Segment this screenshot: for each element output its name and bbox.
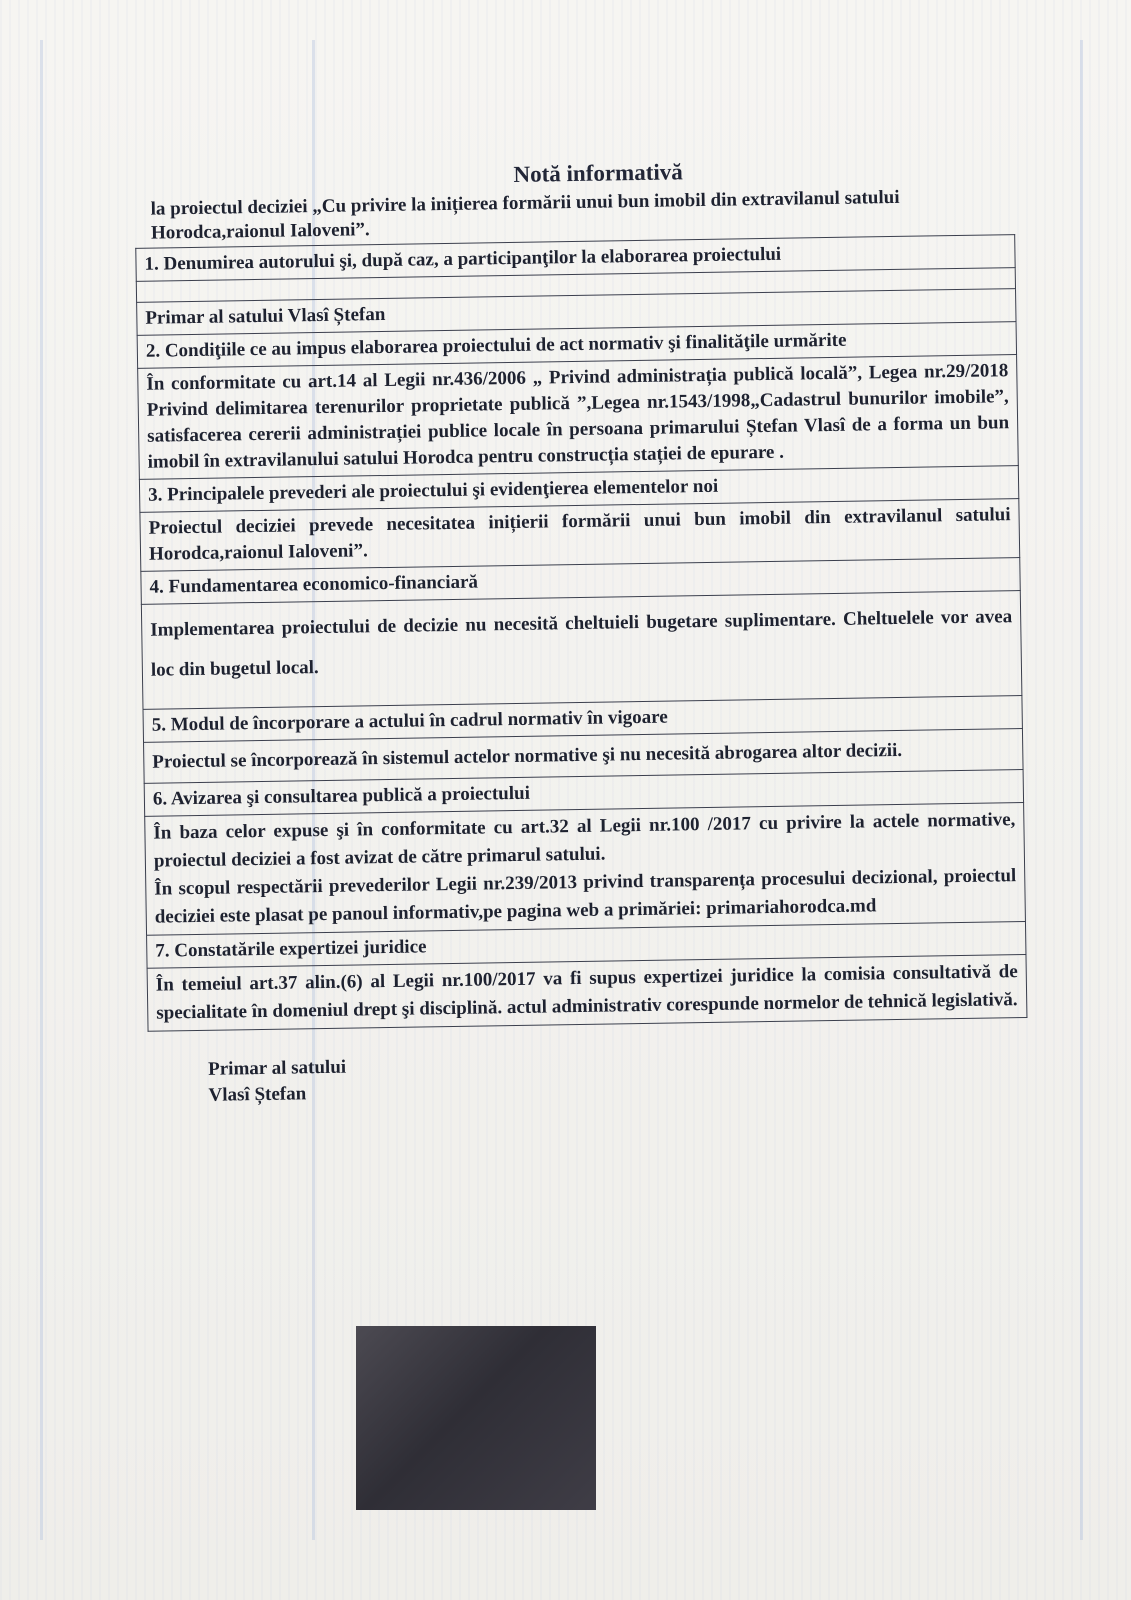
document-body [128, 154, 1043, 1110]
section-3-heading: 3. Principalele prevederi ale proiectului şi evidenţierea elementelor noi [139, 466, 1018, 513]
section-3-content: Proiectul deciziei prevede necesitatea inițierii formării unui bun imobil din extravilanul satului Horodca,raionul Ialoveni”. [140, 499, 1020, 572]
section-2-heading: 2. Condiţiile ce au impus elaborarea proiectului de act normativ şi finalităţile urmărite [137, 322, 1016, 369]
section-4-content: Implementarea proiectului de decizie nu necesită cheltuieli bugetare suplimentare. Cheltuelele vor avea loc din bugetul local. [141, 591, 1022, 710]
document-title: Notă informativă [513, 159, 683, 187]
redacted-signature-stamp [356, 1326, 596, 1510]
section-5-content: Proiectul se încorporează în sistemul actelor normative şi nu necesită abrogarea altor decizii. [144, 729, 1024, 784]
section-6-paragraph-1: În baza celor expuse şi în conformitate cu art.32 al Legii nr.100 /2017 cu privire la actele normative, proiectul deciziei a fost avizat de către primarul satului. [153, 809, 1016, 872]
section-2-content: În conformitate cu art.14 al Legii nr.436/2006 „ Privind administrația publică locală”, Legea nr.29/2018 Privind delimitarea terenurilor proprietate publică ”,Legea nr.1543/1998„Cadastrul bunurilor imobile”, satisfacerea cererii administrației publice locale în persoana primarului Ștefan Vlasî de a forma un bun imobil în extravilanului satului Horodca pentru construcția stației de epurare . [138, 355, 1019, 480]
section-7-content: În temeiul art.37 alin.(6) al Legii nr.100/2017 va fi supus expertizei juridice la comisia consultativă de specialitate în domeniul drept şi disciplină. actul administrativ corespunde normelor de tehnică legislativă. [147, 954, 1027, 1031]
section-6-heading: 6. Avizarea şi consultarea publică a proiectului [144, 770, 1023, 817]
signature-name: Vlasî Ștefan [208, 1083, 307, 1106]
section-1-heading: 1. Denumirea autorului şi, după caz, a participanţilor la elaborarea proiectului [136, 235, 1015, 282]
signature-block [208, 1044, 1043, 1109]
scan-streak [40, 40, 43, 1540]
info-table [135, 234, 1027, 1032]
section-6-content [145, 803, 1026, 936]
section-6-paragraph-2: În scopul respectării prevederilor Legii nr.239/2013 privind transparența procesului decizional, proiectul deciziei este plasat pe panoul informativ,pe pagina web a primăriei: primariahorodca.md [154, 865, 1017, 928]
section-4-heading: 4. Fundamentarea economico-financiară [141, 558, 1020, 605]
signature-title: Primar al satului [208, 1056, 347, 1080]
section-5-heading: 5. Modul de încorporare a actului în cadrul normativ în vigoare [143, 696, 1022, 743]
section-7-heading: 7. Constatările expertizei juridice [147, 921, 1026, 968]
scan-streak [1080, 40, 1083, 1540]
document-subtitle: la proiectul deciziei „Cu privire la inițierea formării unui bun imobil din extravilanul satului Horodca,raionul Ialoveni”. [150, 186, 900, 244]
section-1-content: Primar al satului Vlasî Ștefan [137, 289, 1016, 336]
